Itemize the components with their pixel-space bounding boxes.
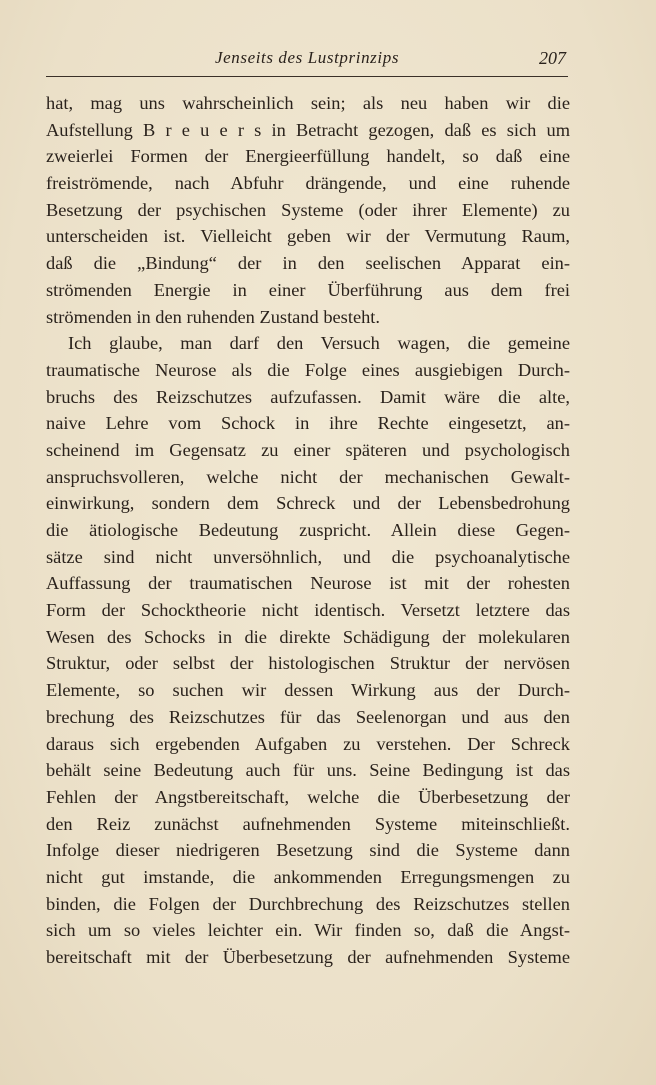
text-line: Fehlen der Angstbereitschaft, welche die Überbesetzung der [46,786,570,807]
text-line: traumatische Neurose als die Folge eines ausgiebigen Durch- [46,359,570,380]
text-line: Infolge dieser niedrigeren Besetzung sind die Systeme dann [46,840,570,861]
text-line: bruchs des Reizschutzes aufzufassen. Damit wäre die alte, [46,386,570,407]
text-line: freiströmende, nach Abfuhr drängende, und eine ruhende [46,173,570,194]
text-line: sich um so vieles leichter ein. Wir finden so, daß die Angst- [46,920,570,941]
text-line: strömenden Energie in einer Überführung aus dem frei [46,279,570,300]
text-line: Besetzung der psychischen Systeme (oder ihrer Elemente) zu [46,199,570,220]
text-line: brechung des Reizschutzes für das Seelenorgan und aus den [46,706,570,727]
page-number: 207 [539,48,566,68]
text-line: Wesen des Schocks in die direkte Schädigung der molekularen [46,626,570,647]
text-line: naive Lehre vom Schock in ihre Rechte eingesetzt, an- [46,413,570,434]
text-line: unterscheiden ist. Vielleicht geben wir der Vermutung Raum, [46,226,570,247]
text-line: Elemente, so suchen wir dessen Wirkung aus der Durch- [46,680,570,701]
text-line: Struktur, oder selbst der histologischen Struktur der nervösen [46,653,570,674]
text-line: daß die „Bindung“ der in den seelischen Apparat ein- [46,253,570,274]
text-line: anspruchsvolleren, welche nicht der mechanischen Gewalt- [46,466,570,487]
text-line: Auffassung der traumatischen Neurose ist mit der rohesten [46,573,570,594]
running-title: Jenseits des Lustprinzips [214,48,400,67]
text-line: Form der Schocktheorie nicht identisch. Versetzt letztere das [46,600,570,621]
text-line: scheinend im Gegensatz zu einer späteren und psychologisch [46,439,570,460]
text-line: sätze sind nicht unversöhnlich, und die psychoanalytische [46,546,570,567]
text-line: den Reiz zunächst aufnehmenden Systeme miteinschließt. [46,813,570,834]
text-line: zweierlei Formen der Energieerfüllung handelt, so daß eine [46,146,570,167]
text-line: strömenden in den ruhenden Zustand besteht. [46,306,381,327]
text-line: binden, die Folgen der Durchbrechung des Reizschutzes stellen [46,893,570,914]
text-line: bereitschaft mit der Überbesetzung der aufnehmenden Systeme [46,947,570,967]
text-line: einwirkung, sondern dem Schreck und der Lebensbedrohung [46,493,570,514]
text-line: hat, mag uns wahrscheinlich sein; als neu haben wir die [46,93,570,113]
running-head [46,48,568,74]
text-line: Ich glaube, man darf den Versuch wagen, die gemeine [68,333,570,354]
text-line: daraus sich ergebenden Aufgaben zu verstehen. Der Schreck [46,733,570,754]
text-line: behält seine Bedeutung auch für uns. Seine Bedingung ist das [46,760,570,781]
text-line: die ätiologische Bedeutung zuspricht. Allein diese Gegen- [46,520,570,540]
text-line: nicht gut imstande, die ankommenden Erregungsmengen zu [46,866,570,887]
body-text [46,90,570,971]
text-line: Aufstellung B r e u e r s in Betracht gezogen, daß es sich um [46,119,570,140]
header-rule [46,76,568,77]
